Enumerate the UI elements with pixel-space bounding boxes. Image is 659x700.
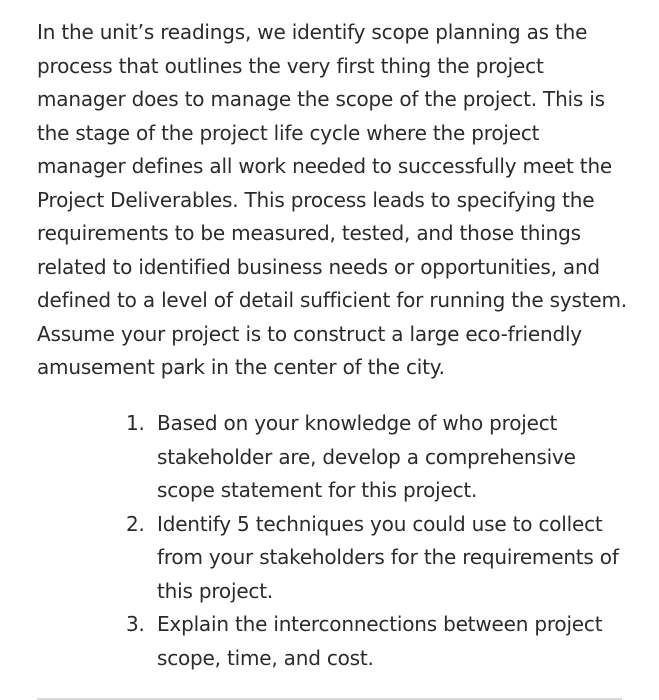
question-line: from your stakeholders for the requirements of <box>157 545 619 569</box>
intro-line: the stage of the project life cycle where the project <box>37 120 540 145</box>
question-line: scope, time, and cost. <box>157 645 374 670</box>
intro-line: requirements to be measured, tested, and those things <box>37 221 581 245</box>
question-item <box>126 608 646 675</box>
intro-line: Assume your project is to construct a large eco-friendly <box>37 321 582 346</box>
intro-line: manager defines all work needed to successfully meet the <box>37 154 613 178</box>
intro-line: process that outlines the very first thing the project <box>37 53 544 78</box>
intro-line: amusement park in the center of the city. <box>37 355 445 379</box>
question-item <box>126 407 646 508</box>
intro-line: related to identified business needs or opportunities, and <box>37 254 600 279</box>
intro-line: In the unit’s readings, we identify scope planning as the <box>37 20 588 44</box>
intro-line: manager does to manage the scope of the project. This is <box>37 87 605 111</box>
question-line: Identify 5 techniques you could use to collect <box>157 511 603 536</box>
question-list <box>126 407 646 675</box>
question-number: 1. <box>126 411 145 435</box>
question-line: Based on your knowledge of who project <box>157 411 558 435</box>
intro-paragraph <box>37 16 637 385</box>
intro-line: defined to a level of detail sufficient for running the system. <box>37 288 627 312</box>
intro-line: Project Deliverables. This process leads to specifying the <box>37 187 595 212</box>
question-number: 2. <box>126 511 145 536</box>
question-number: 3. <box>126 612 145 636</box>
question-line: scope statement for this project. <box>157 478 478 502</box>
question-line: Explain the interconnections between project <box>157 612 603 636</box>
question-item <box>126 508 646 609</box>
question-line: this project. <box>157 578 274 603</box>
question-line: stakeholder are, develop a comprehensive <box>157 444 576 469</box>
